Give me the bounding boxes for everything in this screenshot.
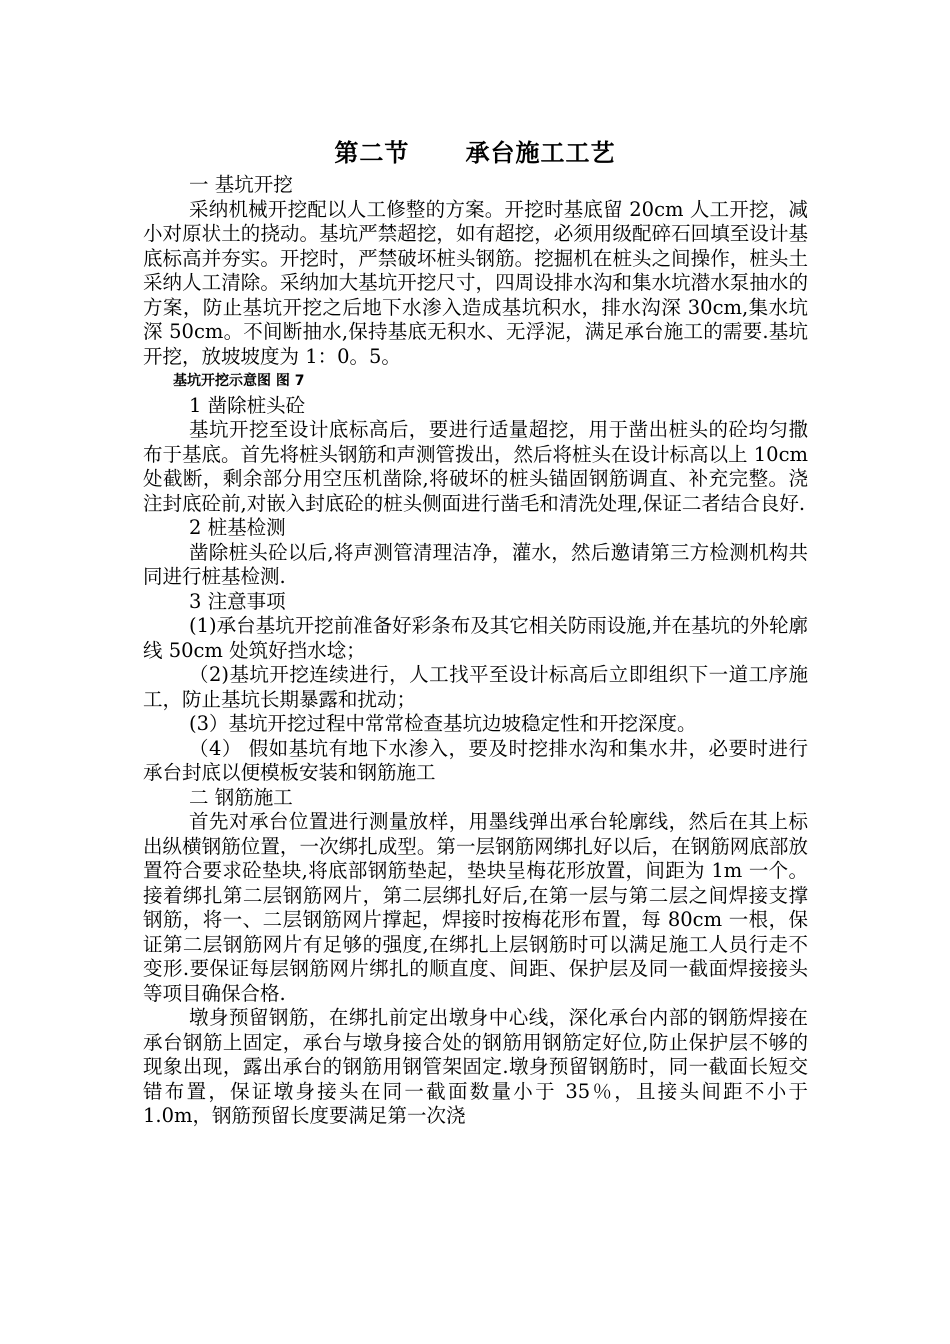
heading-pile-head: 1 凿除桩头砼 <box>189 393 306 417</box>
paragraph-rebar-1: 首先对承台位置进行测量放样，用墨线弹出承台轮廓线，然后在其上标出纵横钢筋位置，一次绑扎成型。第一层钢筋网绑扎好以后，在钢筋网底部放置符合要求砼垫块,将底部钢筋垫起，垫块呈梅花形放置，间距为 1m 一个。接着绑扎第二层钢筋网片，第二层绑扎好后,在第一层与第二层之间焊接支撑钢筋，将一、二层钢筋网片撑起，焊接时按梅花形布置，每 80cm 一根，保证第二层钢筋网片有足够的强度,在绑扎上层钢筋时可以满足施工人员行走不变形.要保证每层钢筋网片绑扎的顺直度、间距、保护层及同一截面焊接接头等项目确保合格. <box>143 810 808 1005</box>
paragraph-rebar-2: 墩身预留钢筋，在绑扎前定出墩身中心线，深化承台内部的钢筋焊接在承台钢筋上固定，承台与墩身接合处的钢筋用钢筋定好位,防止保护层不够的现象出现，露出承台的钢筋用钢管架固定.墩身预留钢筋时，同一截面长短交错布置，保证墩身接头在同一截面数量小于 35％，且接头间距不小于 1.0m，钢筋预留长度要满足第一次浇 <box>143 1006 808 1127</box>
heading-rebar: 二 钢筋施工 <box>189 785 293 809</box>
heading-notes: 3 注意事项 <box>189 589 286 613</box>
section-title: 第二节 承台施工工艺 <box>334 138 616 167</box>
note-item-4: （4） 假如基坑有地下水渗入，要及时挖排水沟和集水井，必要时进行承台封底以便模板安装和钢筋施工 <box>143 736 808 784</box>
heading-pile-test: 2 桩基检测 <box>189 516 286 539</box>
note-item-1: (1)承台基坑开挖前准备好彩条布及其它相关防雨设施,并在基坑的外轮廓线 50cm 处筑好挡水埝； <box>143 614 808 662</box>
document-body <box>143 173 808 1129</box>
note-item-2: （2)基坑开挖连续进行，人工找平至设计标高后立即组织下一道工序施工，防止基坑长期暴露和扰动； <box>143 663 808 711</box>
paragraph-pile-head: 基坑开挖至设计底标高后，要进行适量超挖，用于凿出桩头的砼均匀撒布于基底。首先将桩头钢筋和声测管拨出，然后将桩头在设计标高以上 10cm 处截断，剩余部分用空压机凿除,将破坏的桩头锚固钢筋调直、补充完整。浇注封底砼前,对嵌入封底砼的桩头侧面进行凿毛和清洗处理,保证二者结合良好. <box>143 418 808 515</box>
paragraph-excavation: 采纳机械开挖配以人工修整的方案。开挖时基底留 20cm 人工开挖，减小对原状土的挠动。基坑严禁超挖，如有超挖，必须用级配碎石回填至设计基底标高并夯实。开挖时，严禁破坏桩头钢筋。挖掘机在桩头之间操作，桩头土采纳人工清除。采纳加大基坑开挖尺寸，四周设排水沟和集水坑潜水泵抽水的方案，防止基坑开挖之后地下水渗入造成基坑积水，排水沟深 30cm,集水坑深 50cm。不间断抽水,保持基底无积水、无浮泥，满足承台施工的需要.基坑开挖，放坡坡度为 1：0。5。 <box>143 197 808 368</box>
heading-excavation: 一 基坑开挖 <box>189 173 293 196</box>
paragraph-pile-test: 凿除桩头砼以后,将声测管清理洁净，灌水，然后邀请第三方检测机构共同进行桩基检测. <box>143 540 808 588</box>
figure-caption: 基坑开挖示意图 图 7 <box>173 373 305 389</box>
note-item-3: (3）基坑开挖过程中常常检查基坑边坡稳定性和开挖深度。 <box>189 712 697 735</box>
